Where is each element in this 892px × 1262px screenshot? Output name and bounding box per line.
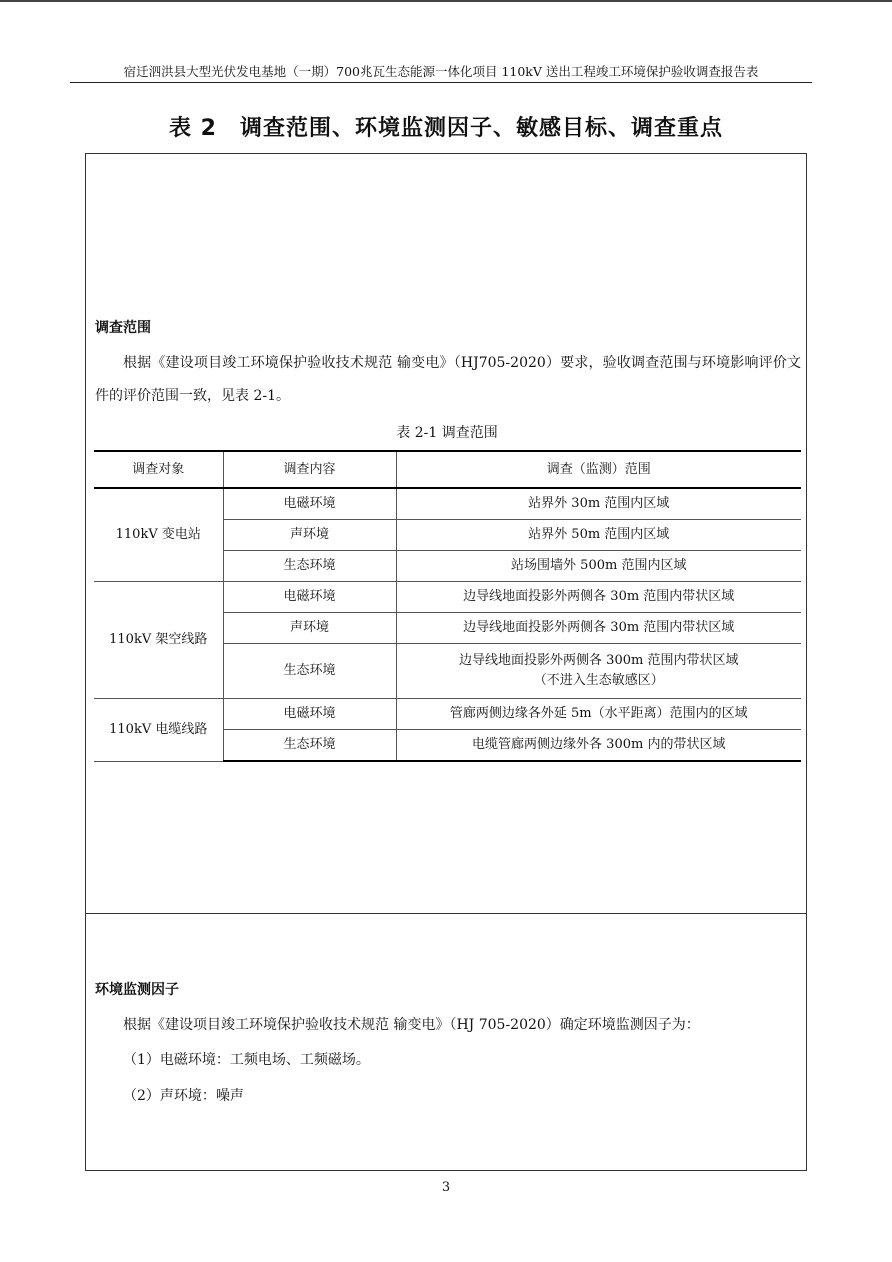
- range-cell: 站场围墙外 500m 范围内区域: [396, 551, 801, 582]
- survey-scope-table: [94, 450, 801, 762]
- content-cell: 生态环境: [223, 551, 396, 582]
- range-text: 边导线地面投影外两侧各 300m 范围内带状区域: [459, 653, 739, 668]
- range-cell: 站界外 30m 范围内区域: [396, 488, 801, 520]
- object-cell-cable-line: 110kV 电缆线路: [94, 699, 223, 762]
- monitoring-paragraph: 根据《建设项目竣工环境保护验收技术规范 输变电》（HJ 705-2020）确定环境监测因子为：: [123, 1017, 700, 1033]
- header-survey-object: 调查对象: [94, 451, 223, 488]
- content-cell: 电磁环境: [223, 699, 396, 730]
- page-title: 表 2 调查范围、环境监测因子、敏感目标、调查重点: [169, 116, 723, 141]
- content-cell: 生态环境: [223, 730, 396, 762]
- range-cell: 站界外 50m 范围内区域: [396, 520, 801, 551]
- monitoring-item-acoustic: （2）声环境：噪声: [123, 1088, 244, 1104]
- table-caption: 表 2-1 调查范围: [396, 425, 498, 441]
- range-cell-multiline: [396, 644, 801, 699]
- header-rule: [70, 82, 812, 83]
- content-cell: 声环境: [223, 520, 396, 551]
- monitoring-item-electromagnetic: （1）电磁环境：工频电场、工频磁场。: [123, 1052, 370, 1068]
- object-cell-substation: 110kV 变电站: [94, 488, 223, 582]
- object-cell-overhead-line: 110kV 架空线路: [94, 582, 223, 699]
- table-row: [94, 582, 801, 613]
- range-cell: 边导线地面投影外两侧各 30m 范围内带状区域: [396, 582, 801, 613]
- page-top-border: [0, 0, 892, 2]
- content-cell: 声环境: [223, 613, 396, 644]
- header-survey-content: 调查内容: [223, 451, 396, 488]
- range-cell: 管廊两侧边缘各外延 5m（水平距离）范围内的区域: [396, 699, 801, 730]
- range-cell: 边导线地面投影外两侧各 30m 范围内带状区域: [396, 613, 801, 644]
- content-cell: 电磁环境: [223, 488, 396, 520]
- monitoring-factors-section: [85, 913, 807, 1171]
- section-heading-scope: 调查范围: [95, 320, 151, 336]
- survey-scope-section: [85, 153, 807, 914]
- scope-paragraph: 根据《建设项目竣工环境保护验收技术规范 输变电》（HJ705-2020）要求，验收调查范围与环境影响评价文件的评价范围一致，见表 2-1。: [95, 355, 801, 404]
- table-row: [94, 699, 801, 730]
- table-row: [94, 488, 801, 520]
- section-heading-monitoring: 环境监测因子: [95, 982, 179, 998]
- running-header: 宿迁泗洪县大型光伏发电基地（一期）700兆瓦生态能源一体化项目 110kV 送出工程竣工环境保护验收调查报告表: [123, 64, 759, 79]
- header-survey-range: 调查（监测）范围: [396, 451, 801, 488]
- content-cell: 生态环境: [223, 644, 396, 699]
- table-header-row: [94, 451, 801, 488]
- range-cell: 电缆管廊两侧边缘外各 300m 内的带状区域: [396, 730, 801, 762]
- content-cell: 电磁环境: [223, 582, 396, 613]
- page-number: 3: [441, 1180, 451, 1195]
- range-note: （不进入生态敏感区）: [533, 673, 664, 688]
